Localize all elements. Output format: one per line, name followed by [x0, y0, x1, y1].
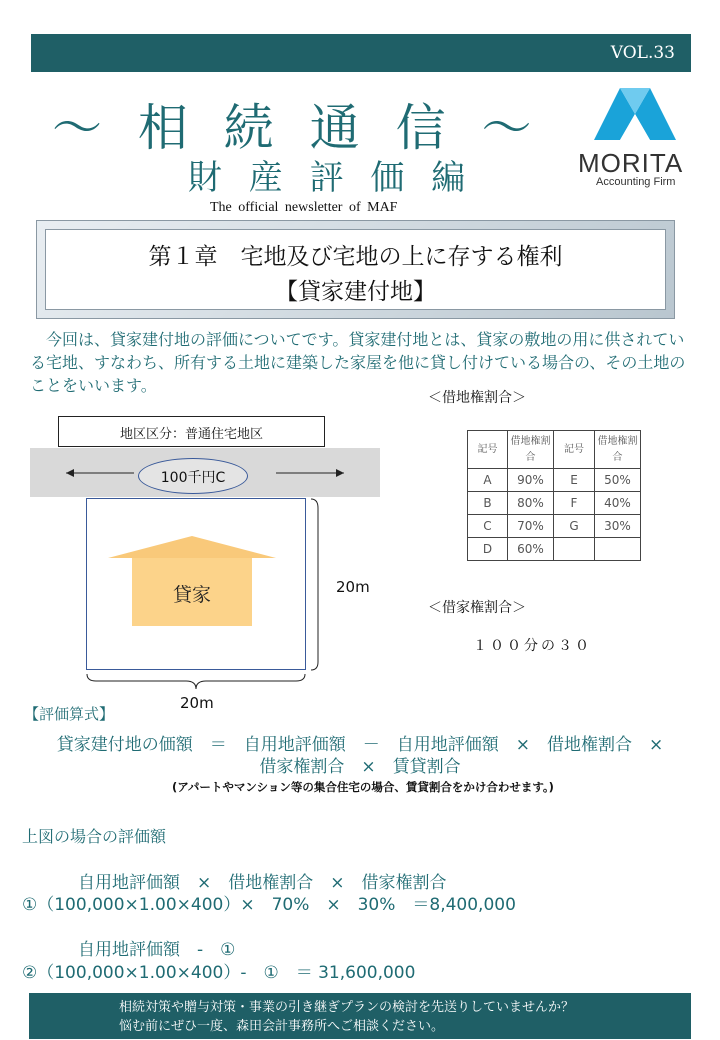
footer-banner: [29, 993, 691, 1039]
district-label: 地区区分：普通住宅地区: [58, 416, 325, 447]
table-cell: F: [554, 492, 595, 515]
side-length-label: 20m: [336, 578, 370, 596]
table-cell: C: [468, 515, 508, 538]
formula-line-1: 貸家建付地の価額 ＝ 自用地評価額 － 自用地評価額 × 借地権割合 ×: [56, 735, 664, 755]
volume-number: VOL.33: [610, 43, 675, 63]
table-cell: 70%: [508, 515, 554, 538]
house-rent-rate-title: ＜借家権割合＞: [428, 600, 526, 616]
table-cell: A: [468, 469, 508, 492]
chapter-topic: 【貸家建付地】: [275, 279, 436, 305]
table-cell: G: [554, 515, 595, 538]
calculation-step1: ①（100,000×1.00×400）× 70% × 30% ＝8,400,000: [22, 895, 516, 915]
table-cell: 60%: [508, 538, 554, 561]
newsletter-subtitle: 財 産 評 価 編: [188, 158, 474, 198]
road-price-label: 100千円C: [138, 458, 248, 494]
bottom-length-label: 20m: [180, 694, 214, 712]
calculation-step1-label: 自用地評価額 × 借地権割合 × 借家権割合: [78, 873, 447, 893]
table-cell: E: [554, 469, 595, 492]
table-cell: [595, 538, 641, 561]
formula-line-2: 借家権割合 × 賃貸割合: [259, 757, 461, 777]
bottom-dimension-bracket-icon: [86, 673, 308, 691]
table-cell: 30%: [595, 515, 641, 538]
table-row: [468, 538, 641, 561]
newsletter-tagline: The official newsletter of MAF: [210, 200, 398, 215]
valuation-formula: [20, 734, 700, 778]
footer-line-1: 相続対策や贈与対策・事業の引き継ぎプランの検討を先送りしていませんか？: [119, 1000, 575, 1015]
chapter-frame: [36, 220, 675, 319]
calculation-step2: ②（100,000×1.00×400）- ① ＝ 31,600,000: [22, 963, 416, 983]
table-cell: 90%: [508, 469, 554, 492]
lease-rate-table: [467, 430, 641, 561]
table-cell: [554, 538, 595, 561]
table-row: [468, 515, 641, 538]
chapter-title-box: [45, 229, 666, 310]
table-cell: B: [468, 492, 508, 515]
house-roof-icon: [108, 536, 276, 558]
footer-line-2: 悩む前にぜひ一度、森田会計事務所へご相談ください。: [119, 1019, 445, 1034]
header-symbol: 記号: [468, 431, 508, 469]
table-cell: 50%: [595, 469, 641, 492]
table-row: [468, 492, 641, 515]
table-cell: 80%: [508, 492, 554, 515]
rental-house: 貸家: [132, 558, 252, 626]
intro-paragraph: 今回は、貸家建付地の評価についてです。貸家建付地とは、貸家の敷地の用に供されている宅地、すなわち、所有する土地に建築した家屋を他に貸し付けている場合の、その土地のことをいいます。: [30, 330, 686, 395]
header-symbol: 記号: [554, 431, 595, 469]
table-cell: 40%: [595, 492, 641, 515]
lease-rate-title: ＜借地権割合＞: [428, 390, 526, 406]
header-rate: 借地権割合: [508, 431, 554, 469]
table-cell: D: [468, 538, 508, 561]
house-rent-rate-value: １００分の３０: [473, 638, 592, 654]
volume-bar: [31, 34, 691, 72]
morita-logo-icon: [580, 84, 690, 148]
newsletter-title: 〜 相 続 通 信 〜: [52, 99, 542, 157]
table-row: [468, 469, 641, 492]
chapter-title: 第１章 宅地及び宅地の上に存する権利: [148, 244, 563, 270]
formula-heading: 【評価算式】: [24, 705, 115, 723]
logo-subtitle: Accounting Firm: [596, 176, 676, 188]
formula-note: (アパートやマンション等の集合住宅の場合、賃貸割合をかけ合わせます。): [172, 780, 554, 794]
header-rate: 借地権割合: [595, 431, 641, 469]
side-dimension-bracket-icon: [310, 498, 326, 672]
calculation-heading: 上図の場合の評価額: [22, 827, 167, 846]
table-header-row: [468, 431, 641, 469]
logo-name: MORITA: [578, 148, 684, 178]
calculation-step2-label: 自用地評価額 - ①: [78, 940, 236, 960]
